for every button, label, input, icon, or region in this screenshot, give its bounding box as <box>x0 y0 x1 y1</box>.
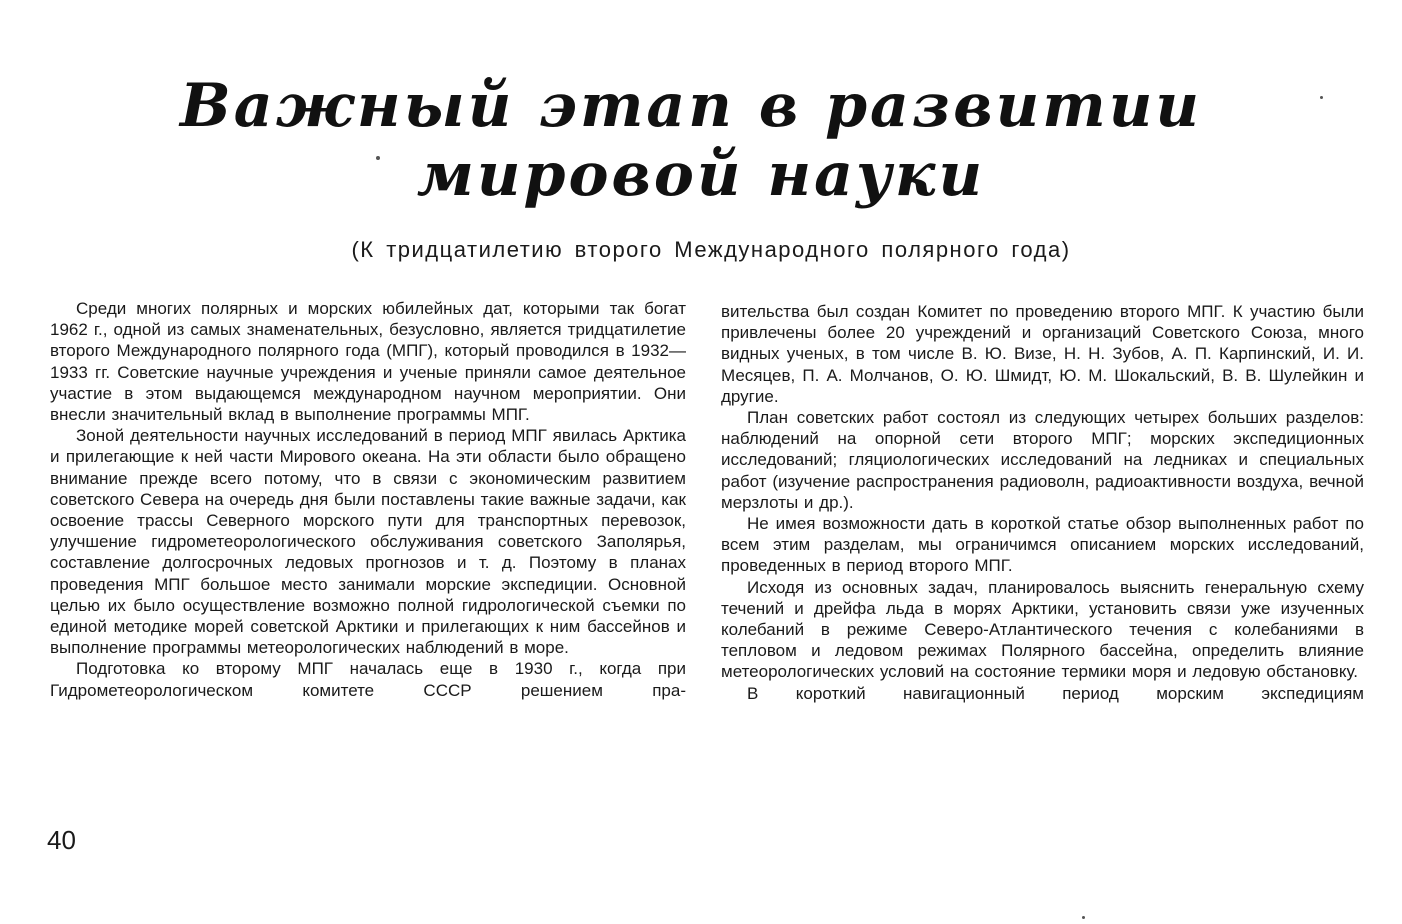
paragraph: Исходя из основных задач, планировалось выяснить генеральную схему течений и дрейфа льда в морях Арктики, установить связи уже изученных колебаний в режиме Северо-Атлантического течения с колебаниями в тепловом и ледовом режимах Полярного бассейна, определить влияние метеорологических условий на состояние термики моря и ледовую обстановку. <box>721 577 1364 682</box>
left-column <box>50 298 686 701</box>
paragraph: Не имея возможности дать в короткой статье обзор выполненных работ по всем этим разделам, мы ограничимся описанием морских исследований, проведенных в период второго МПГ. <box>721 514 1364 576</box>
article-title-line-1: Важный этап в развитии <box>180 71 1202 141</box>
paragraph: вительства был создан Комитет по проведению второго МПГ. К участию были привлечены более 20 учреждений и организаций Советского Союза, много видных ученых, в том числе В. Ю. Визе, Н. Н. Зубов, А. П. Карпинский, И. И. Месяцев, П. А. Молчанов, О. Ю. Шмидт, Ю. М. Шокальский, В. В. Шулейкин и другие. <box>721 302 1364 406</box>
paragraph: Зоной деятельности научных исследований в период МПГ явилась Арктика и прилегающие к ней части Мирового океана. На эти области было обращено внимание прежде всего потому, что в связи с экономическим развитием советского Севера на очередь дня были поставлены такие важные задачи, как освоение трассы Северного морского пути для транспортных перевозок, улучшение гидрометеорологического обслуживания советского Заполярья, составление долгосрочных ледовых прогнозов и т. д. Поэтому в планах проведения МПГ большое место занимали морские экспедиции. Основной целью их было осуществление возможно полной гидрологической съемки по единой методике морей советской Арктики и прилегающих к ним бассейнов и выполнение программы метеорологических наблюдений в море. <box>50 426 686 658</box>
right-column <box>721 301 1364 704</box>
print-speck <box>1082 916 1085 919</box>
print-speck <box>376 156 380 160</box>
paragraph: Среди многих полярных и морских юбилейных дат, которыми так богат 1962 г., одной из самых знаменательных, безусловно, является тридцатилетие второго Международного полярного года (МПГ), который проводился в 1932—1933 гг. Советские научные учреждения и ученые приняли самое деятельное участие в этом выдающемся международном научном мероприятии. Они внесли значительный вклад в выполнение программы МПГ. <box>50 299 686 425</box>
article-subtitle: (К тридцатилетию второго Международного полярного года) <box>351 237 1071 262</box>
paragraph: План советских работ состоял из следующих четырех больших разделов: наблюдений на опорной сети второго МПГ; морских экспедиционных исследований; гляциологических исследований на ледниках и специальных работ (изучение распространения радиоволн, радиоактивности воздуха, вечной мерзлоты и др.). <box>721 408 1364 512</box>
print-speck <box>1320 96 1323 99</box>
paragraph: В короткий навигационный период морским экспедициям <box>747 683 1364 703</box>
article-title-line-2: мировой науки <box>416 140 986 210</box>
paragraph: Подготовка ко второму МПГ началась еще в 1930 г., когда при Гидрометеорологическом комитете СССР решением пра- <box>50 659 686 700</box>
page-number: 40 <box>47 825 76 855</box>
